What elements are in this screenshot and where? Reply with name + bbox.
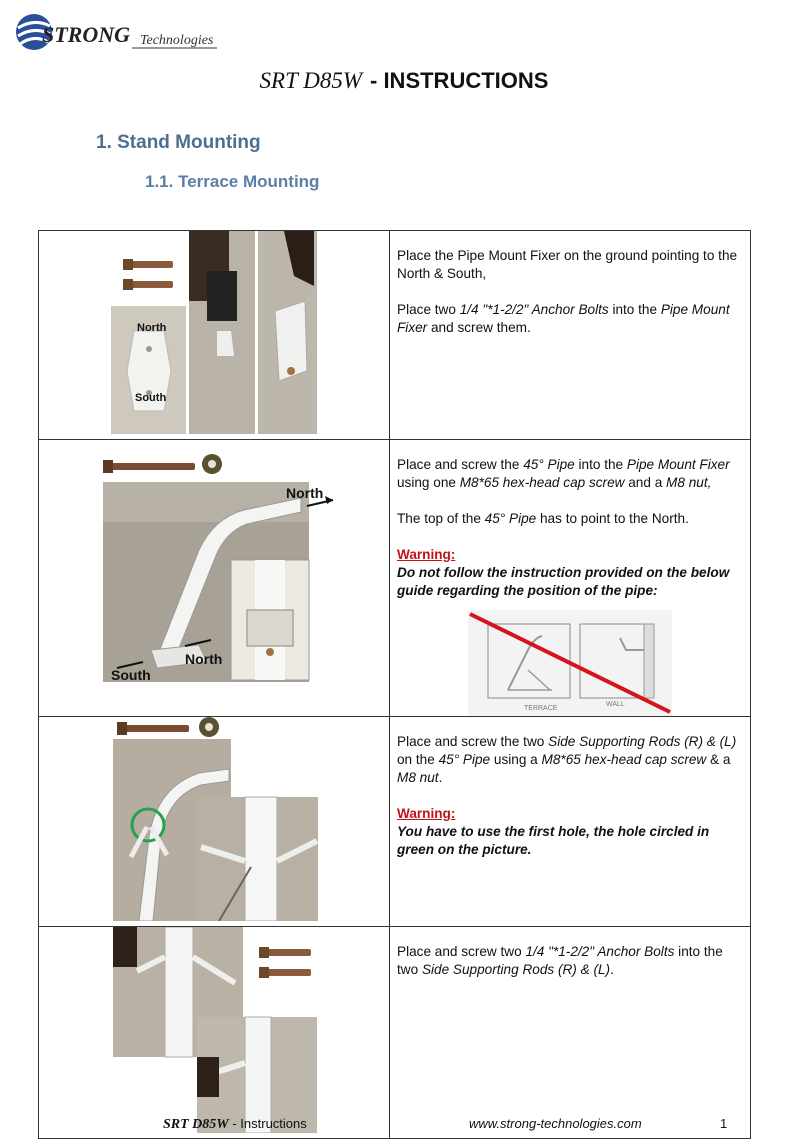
step-row-1 [39,231,751,440]
title-suffix: - INSTRUCTIONS [370,68,549,93]
svg-text:Technologies: Technologies [140,33,214,48]
photo-label-north-bottom: North [185,651,223,667]
screw-and-nut-image [117,717,219,737]
page-footer [0,1116,808,1134]
step1-paragraph1: Place the Pipe Mount Fixer on the ground pointing to the North & South, [397,248,738,281]
step4-photo [39,927,390,1139]
photo-label-south: South [135,392,167,404]
subsection-heading: 1.1. Terrace Mounting [145,172,320,191]
anchor-bolts-image [259,947,311,978]
step2-warning-label: Warning: [397,547,456,562]
screw-and-nut-image [103,454,222,474]
step-row-4 [39,927,751,1139]
company-logo [12,10,222,55]
step3-warning-text: You have to use the first hole, the hole circled in green on the picture. [397,824,710,857]
page-number: 1 [720,1116,728,1131]
instruction-table [38,230,751,1139]
photo-label-north: North [137,322,167,334]
step3-paragraph1: Place and screw the two Side Supporting Rods (R) & (L) on the 45° Pipe using a M8*65 hex-head cap screw & a M8 nut. [397,734,737,785]
step3-warning-label: Warning: [397,806,456,821]
title-model: SRT D85W [259,68,362,93]
svg-text:STRONG: STRONG [42,22,131,47]
photo-label-south-bottom: South [111,667,151,683]
step1-paragraph2: Place two 1/4 "*1-2/2" Anchor Bolts into the Pipe Mount Fixer and screw them. [397,302,730,335]
sketch-label-wall: WALL [606,701,625,708]
step4-paragraph1: Place and screw two 1/4 "*1-2/2" Anchor Bolts into the two Side Supporting Rods (R) & (L). [397,944,723,977]
step-row-2 [39,440,751,717]
step4-text [390,927,751,1139]
document-title [0,68,808,94]
footer-website-link[interactable]: www.strong-technologies.com [469,1116,642,1131]
step2-paragraph2: The top of the 45° Pipe has to point to the North. [397,511,689,526]
photo-label-north-top: North [286,485,324,501]
step1-photo [39,231,390,440]
step2-text [390,440,751,717]
step3-photo [39,717,390,927]
step2-paragraph1: Place and screw the 45° Pipe into the Pipe Mount Fixer using one M8*65 hex-head cap screw and a M8 nut, [397,457,730,490]
anchor-bolts-image [123,259,173,290]
section-heading: 1. Stand Mounting [96,132,261,153]
step-row-3 [39,717,751,927]
sketch-label-terrace: TERRACE [524,705,558,712]
step2-photo [39,440,390,717]
step1-text [390,231,751,440]
step2-warning-text: Do not follow the instruction provided on the below guide regarding the position of the pipe: [397,565,730,598]
step3-text [390,717,751,927]
incorrect-guide-sketch [468,610,672,716]
footer-left: SRT D85W - Instructions [163,1116,307,1132]
